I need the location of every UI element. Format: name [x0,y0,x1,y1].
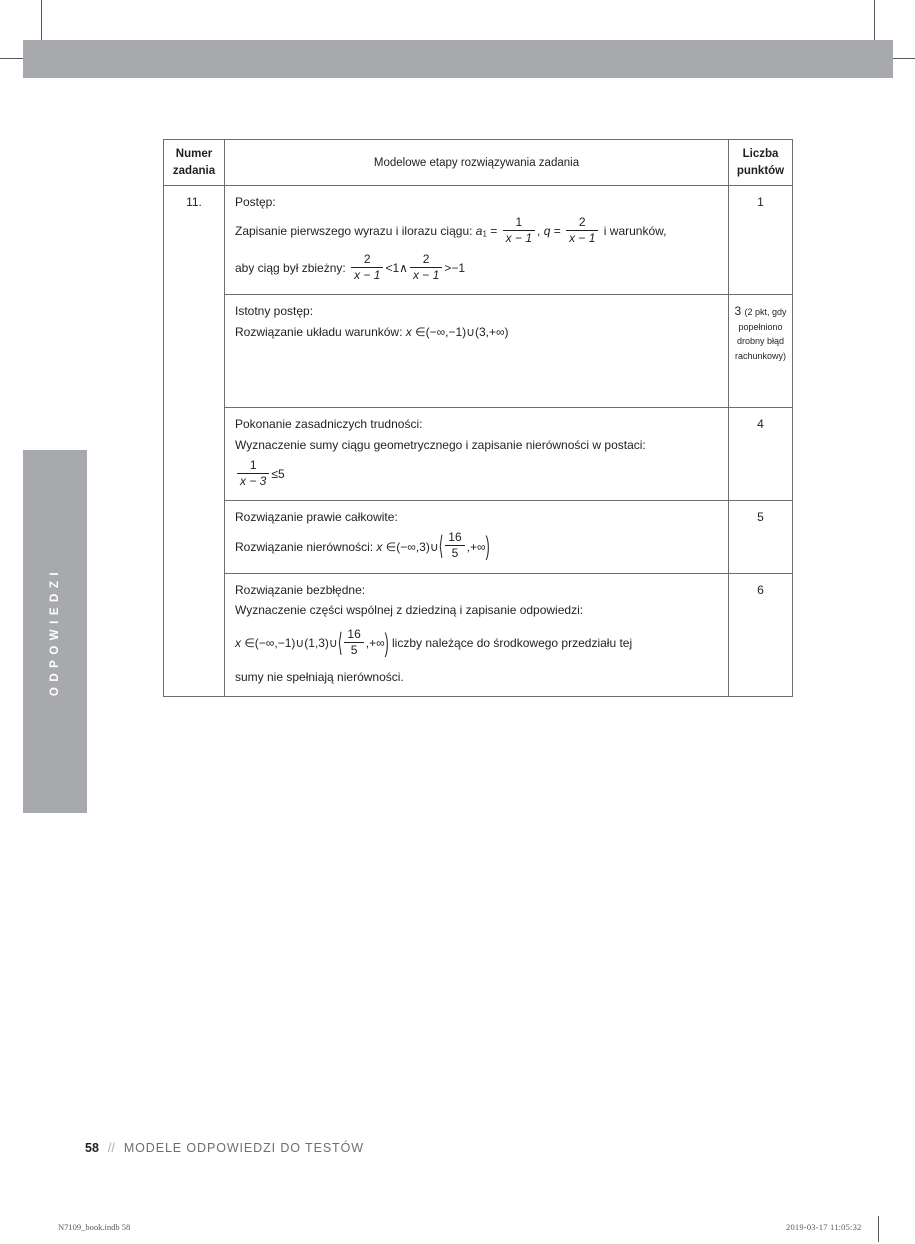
stage-text-1-line2-prefix: aby ciąg był zbieżny: [235,261,346,276]
stage-text-3-formula [235,457,720,491]
column-header-steps: Modelowe etapy rozwiązywania zadania [225,140,729,186]
stage-text-5-formula-line [235,626,720,660]
table-header-row [164,140,793,186]
stage-text-5-after-formula: liczby należące do środkowego przedziału tej [392,636,633,651]
stage-text-1-suffix: i warunków, [603,224,667,239]
formula-convergence-conditions: $\frac{2}{x - 1}$ <1∧ $\frac{2}{x - 1}$ >−1 [349,261,465,275]
stage-text-4-prefix: Rozwiązanie nierówności: [235,539,374,554]
crop-mark-right-top [890,58,915,59]
stage-text-1-prefix: Zapisanie pierwszego wyrazu i ilorazu ciągu: [235,224,473,239]
points-cell-5 [729,573,793,696]
points-cell-3 [729,408,793,501]
stage-text-5-line1: Wyznaczenie części wspólnej z dziedziną i zapisanie odpowiedzi: [235,602,584,617]
page-footer [85,1141,364,1155]
points-note-2: (2 pkt, gdy popełniono drobny błąd rachunkowy) [734,307,787,361]
points-value-5: 6 [757,582,764,597]
stage-label-3: Pokonanie zasadniczych trudności: [235,417,423,432]
footer-page-number: 58 [85,1141,99,1155]
table-row [164,501,793,573]
fraction-16-over-5-a: $\frac{16}{5}$ [445,531,464,561]
stage-label-1: Postęp: [235,195,276,210]
slug-file-name: N7109_book.indb 58 [58,1222,131,1232]
points-cell-4 [729,501,793,573]
crop-mark-left-top [0,58,25,59]
formula-solution-set-4: x ∈(−∞,3)∪⟨ $\frac{16}{5}$ ,+∞) [376,530,490,562]
column-header-points-line2: punktów [736,165,785,178]
stage-text-2-prefix: Rozwiązanie układu warunków: [235,324,403,339]
section-side-tab [23,450,87,813]
stage-cell-5 [225,573,729,696]
footer-section-title: MODELE ODPOWIEDZI DO TESTÓW [123,1141,364,1155]
task-number-cell: 11. [164,186,225,697]
stage-cell-1 [225,186,729,295]
table-row [164,295,793,408]
stage-cell-3 [225,408,729,501]
stage-label-2: Istotny postęp: [235,304,314,319]
stage-cell-2 [225,295,729,408]
footer-separator: // [107,1141,115,1155]
points-cell-2 [729,295,793,408]
formula-solution-set-5: x ∈(−∞,−1)∪(1,3)∪⟨ $\frac{16}{5}$ ,+∞) [235,626,389,658]
table-row [164,186,793,295]
formula-inequality-3: $\frac{1}{x - 3}$ ≤5 [235,467,285,481]
answer-key-table [163,139,793,697]
column-header-points-line1: Liczba [742,148,779,160]
formula-solution-set-2: x ∈(−∞,−1)∪(3,+∞) [405,324,509,339]
stage-text-5-last-line: sumy nie spełniają nierówności. [235,670,404,685]
points-value-2: 3 [734,304,742,319]
slug-timestamp: 2019-03-17 11:05:32 [786,1222,862,1232]
formula-a1: a1 = $\frac{1}{x - 1}$ , q = $\frac{2}{x - 1}$ [476,224,604,238]
stage-text-4-line1 [235,530,720,564]
fraction-1-over-x-minus-1: $\frac{1}{x - 1}$ [503,216,535,246]
column-header-task-number [164,140,225,186]
stage-text-1-line2 [235,251,720,285]
stage-text-2-line1 [235,324,720,341]
stage-text-3-line1: Wyznaczenie sumy ciągu geometrycznego i zapisanie nierówności w postaci: [235,437,646,452]
fraction-16-over-5-b: $\frac{16}{5}$ [344,628,363,658]
header-band [23,40,893,78]
points-value-1: 1 [757,195,764,210]
section-side-tab-label: ODPOWIEDZI [49,566,61,697]
crop-mark-slug-divider [878,1216,879,1242]
table-row [164,573,793,696]
column-header-task-number-line2: zadania [172,165,216,178]
fraction-2-over-x-minus-1-b: $\frac{2}{x - 1}$ [351,253,383,283]
fraction-2-over-x-minus-1-c: $\frac{2}{x - 1}$ [410,253,442,283]
stage-label-4: Rozwiązanie prawie całkowite: [235,510,398,525]
answer-key-sheet [163,139,792,697]
fraction-2-over-x-minus-1: $\frac{2}{x - 1}$ [566,216,598,246]
column-header-task-number-line1: Numer [175,148,213,160]
table-row [164,408,793,501]
stage-label-5: Rozwiązanie bezbłędne: [235,582,366,597]
stage-text-1-line1 [235,214,720,248]
fraction-1-over-x-minus-3: $\frac{1}{x - 3}$ [237,459,269,489]
points-value-3: 4 [757,417,764,432]
points-cell-1 [729,186,793,295]
points-value-4: 5 [757,510,764,525]
column-header-points [729,140,793,186]
stage-cell-4 [225,501,729,573]
